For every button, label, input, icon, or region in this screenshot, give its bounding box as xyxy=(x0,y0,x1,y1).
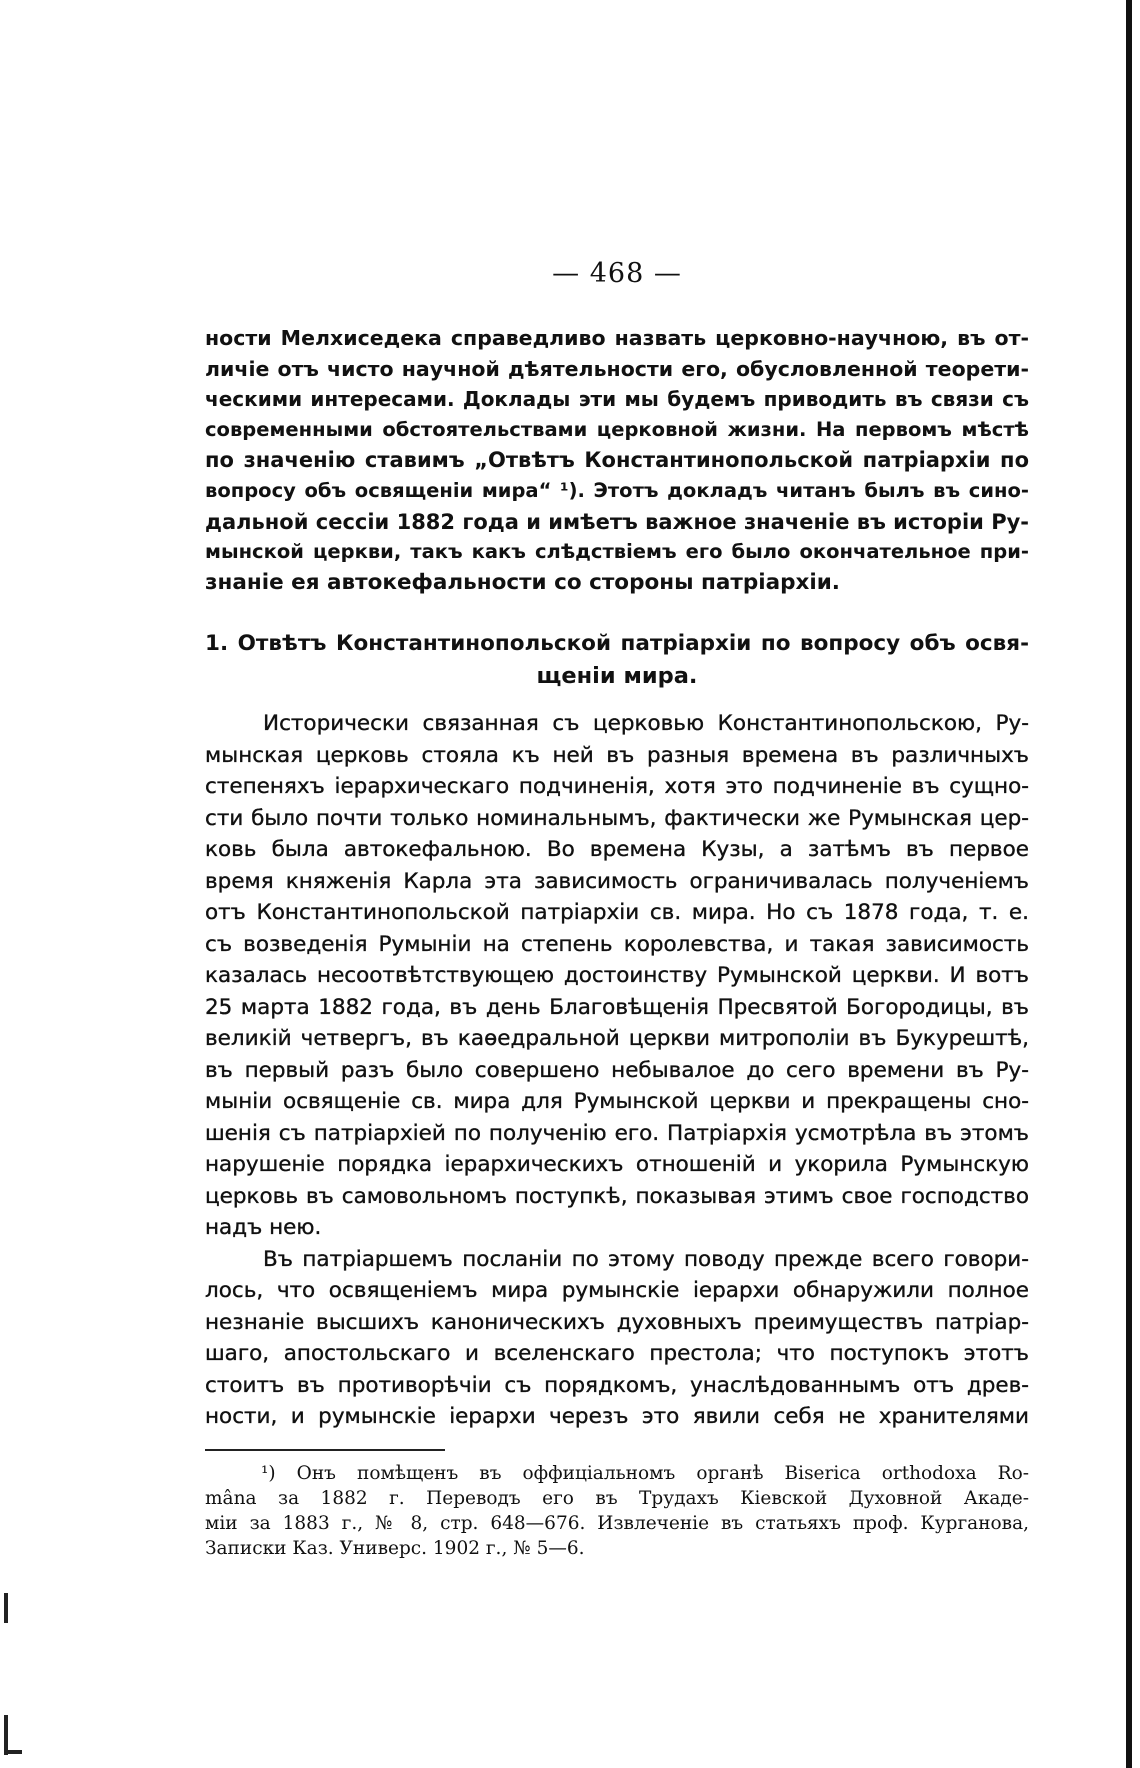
intro-paragraph xyxy=(205,323,1029,598)
text-line: вопросу объ освященіи мира“ ¹). Этотъ докладъ читанъ былъ въ сино- xyxy=(205,478,1029,502)
text-line: ческими интересами. Доклады эти мы будемъ приводить въ связи съ xyxy=(205,387,1029,412)
text-line: время княженія Карла эта зависимость ограничивалась полученіемъ xyxy=(205,868,1029,894)
text-line: 25 марта 1882 года, въ день Благовѣщенія Пресвятой Богородицы, въ xyxy=(205,994,1029,1020)
paragraph-1 xyxy=(205,708,1029,1244)
footnote-line: Записки Каз. Универс. 1902 г., № 5—6. xyxy=(205,1537,585,1559)
text-line: сти было почти только номинальнымъ, фактически же Румынская цер- xyxy=(205,805,1029,831)
text-line: мынская церковь стояла къ ней въ разныя времена въ различныхъ xyxy=(205,742,1029,768)
text-line: знаніе ея автокефальности со стороны патріархіи. xyxy=(205,569,840,595)
text-line: отъ Константинопольской патріархіи св. мира. Но съ 1878 года, т. е. xyxy=(205,900,1029,926)
scan-mark xyxy=(4,1750,22,1754)
text-line: великій четвергъ, въ каѳедральной церкви митрополіи въ Букурештѣ, xyxy=(205,1026,1029,1052)
text-line: нарушеніе порядка іерархическихъ отношеній и укорила Румынскую xyxy=(205,1152,1029,1178)
text-line: ности, и румынскіе іерархи черезъ это явили себя не хранителями xyxy=(205,1404,1029,1430)
text-line: надъ нею. xyxy=(205,1215,322,1241)
scan-mark xyxy=(4,1593,8,1623)
text-line: стоитъ въ противорѣчіи съ порядкомъ, унаслѣдованнымъ отъ древ- xyxy=(205,1372,1029,1398)
text-line: ности Мелхиседека справедливо назвать церковно-научною, въ от- xyxy=(205,326,1029,350)
page-edge-rule xyxy=(1126,0,1132,1768)
text-line: церковь въ самовольномъ поступкѣ, показывая этимъ свое господство xyxy=(205,1183,1029,1209)
text-line: Исторически связанная съ церковью Константинопольскою, Ру- xyxy=(263,711,1029,737)
text-line: шенія съ патріархіей по полученію его. Патріархія усмотрѣла въ этомъ xyxy=(205,1120,1029,1146)
text-line: мынской церкви, такъ какъ слѣдствіемъ его было окончательное при- xyxy=(205,540,1029,564)
footnote-divider xyxy=(205,1449,445,1451)
text-line: мыніи освященіе св. мира для Румынской церкви и прекращены сно- xyxy=(205,1089,1029,1115)
footnote-line: ¹) Онъ помѣщенъ въ оффиціальномъ органѣ Biserica orthodoxa Ro- xyxy=(261,1462,1029,1484)
page-number: — 468 — xyxy=(552,258,682,289)
text-line: ковь была автокефальною. Во времена Кузы, а затѣмъ въ первое xyxy=(205,837,1029,863)
text-line: съ возведенія Румыніи на степень королевства, и такая зависимость xyxy=(205,931,1029,957)
heading-line: щеніи мира. xyxy=(536,663,698,690)
text-line: современными обстоятельствами церковной жизни. На первомъ мѣстѣ xyxy=(205,417,1029,441)
section-heading xyxy=(205,628,1029,692)
text-line: незнаніе высшихъ каноническихъ духовныхъ преимуществъ патріар- xyxy=(205,1309,1029,1335)
text-line: шаго, апостольскаго и вселенскаго престола; что поступокъ этотъ xyxy=(205,1341,1029,1367)
text-line: дальной сессіи 1882 года и имѣетъ важное значеніе въ исторіи Ру- xyxy=(205,509,1029,534)
scan-mark xyxy=(4,1715,8,1755)
text-line: Въ патріаршемъ посланіи по этому поводу прежде всего говори- xyxy=(263,1246,1029,1272)
text-line: по значенію ставимъ „Отвѣтъ Константинопольской патріархіи по xyxy=(205,448,1029,473)
footnote xyxy=(205,1461,1029,1561)
text-line: личіе отъ чисто научной дѣятельности его, обусловленной теорети- xyxy=(205,356,1029,381)
text-line: лось, что освященіемъ мира румынскіе іерархи обнаружили полное xyxy=(205,1278,1029,1304)
text-line: степеняхъ іерархическаго подчиненія, хотя это подчиненіе въ сущно- xyxy=(205,774,1029,800)
text-line: въ первый разъ было совершено небывалое до сего времени въ Ру- xyxy=(205,1057,1029,1083)
paragraph-2 xyxy=(205,1244,1029,1433)
footnote-line: mâna за 1882 г. Переводъ его въ Трудахъ Кіевской Духовной Акаде- xyxy=(205,1487,1029,1509)
heading-line: 1. Отвѣтъ Константинопольской патріархіи по вопросу объ освя- xyxy=(205,631,1029,657)
text-line: казалась несоотвѣтствующею достоинству Румынской церкви. И вотъ xyxy=(205,963,1029,989)
book-page xyxy=(205,258,1029,1561)
footnote-line: міи за 1883 г., № 8, стр. 648—676. Извлеченіе въ статьяхъ проф. Курганова, xyxy=(205,1512,1029,1534)
